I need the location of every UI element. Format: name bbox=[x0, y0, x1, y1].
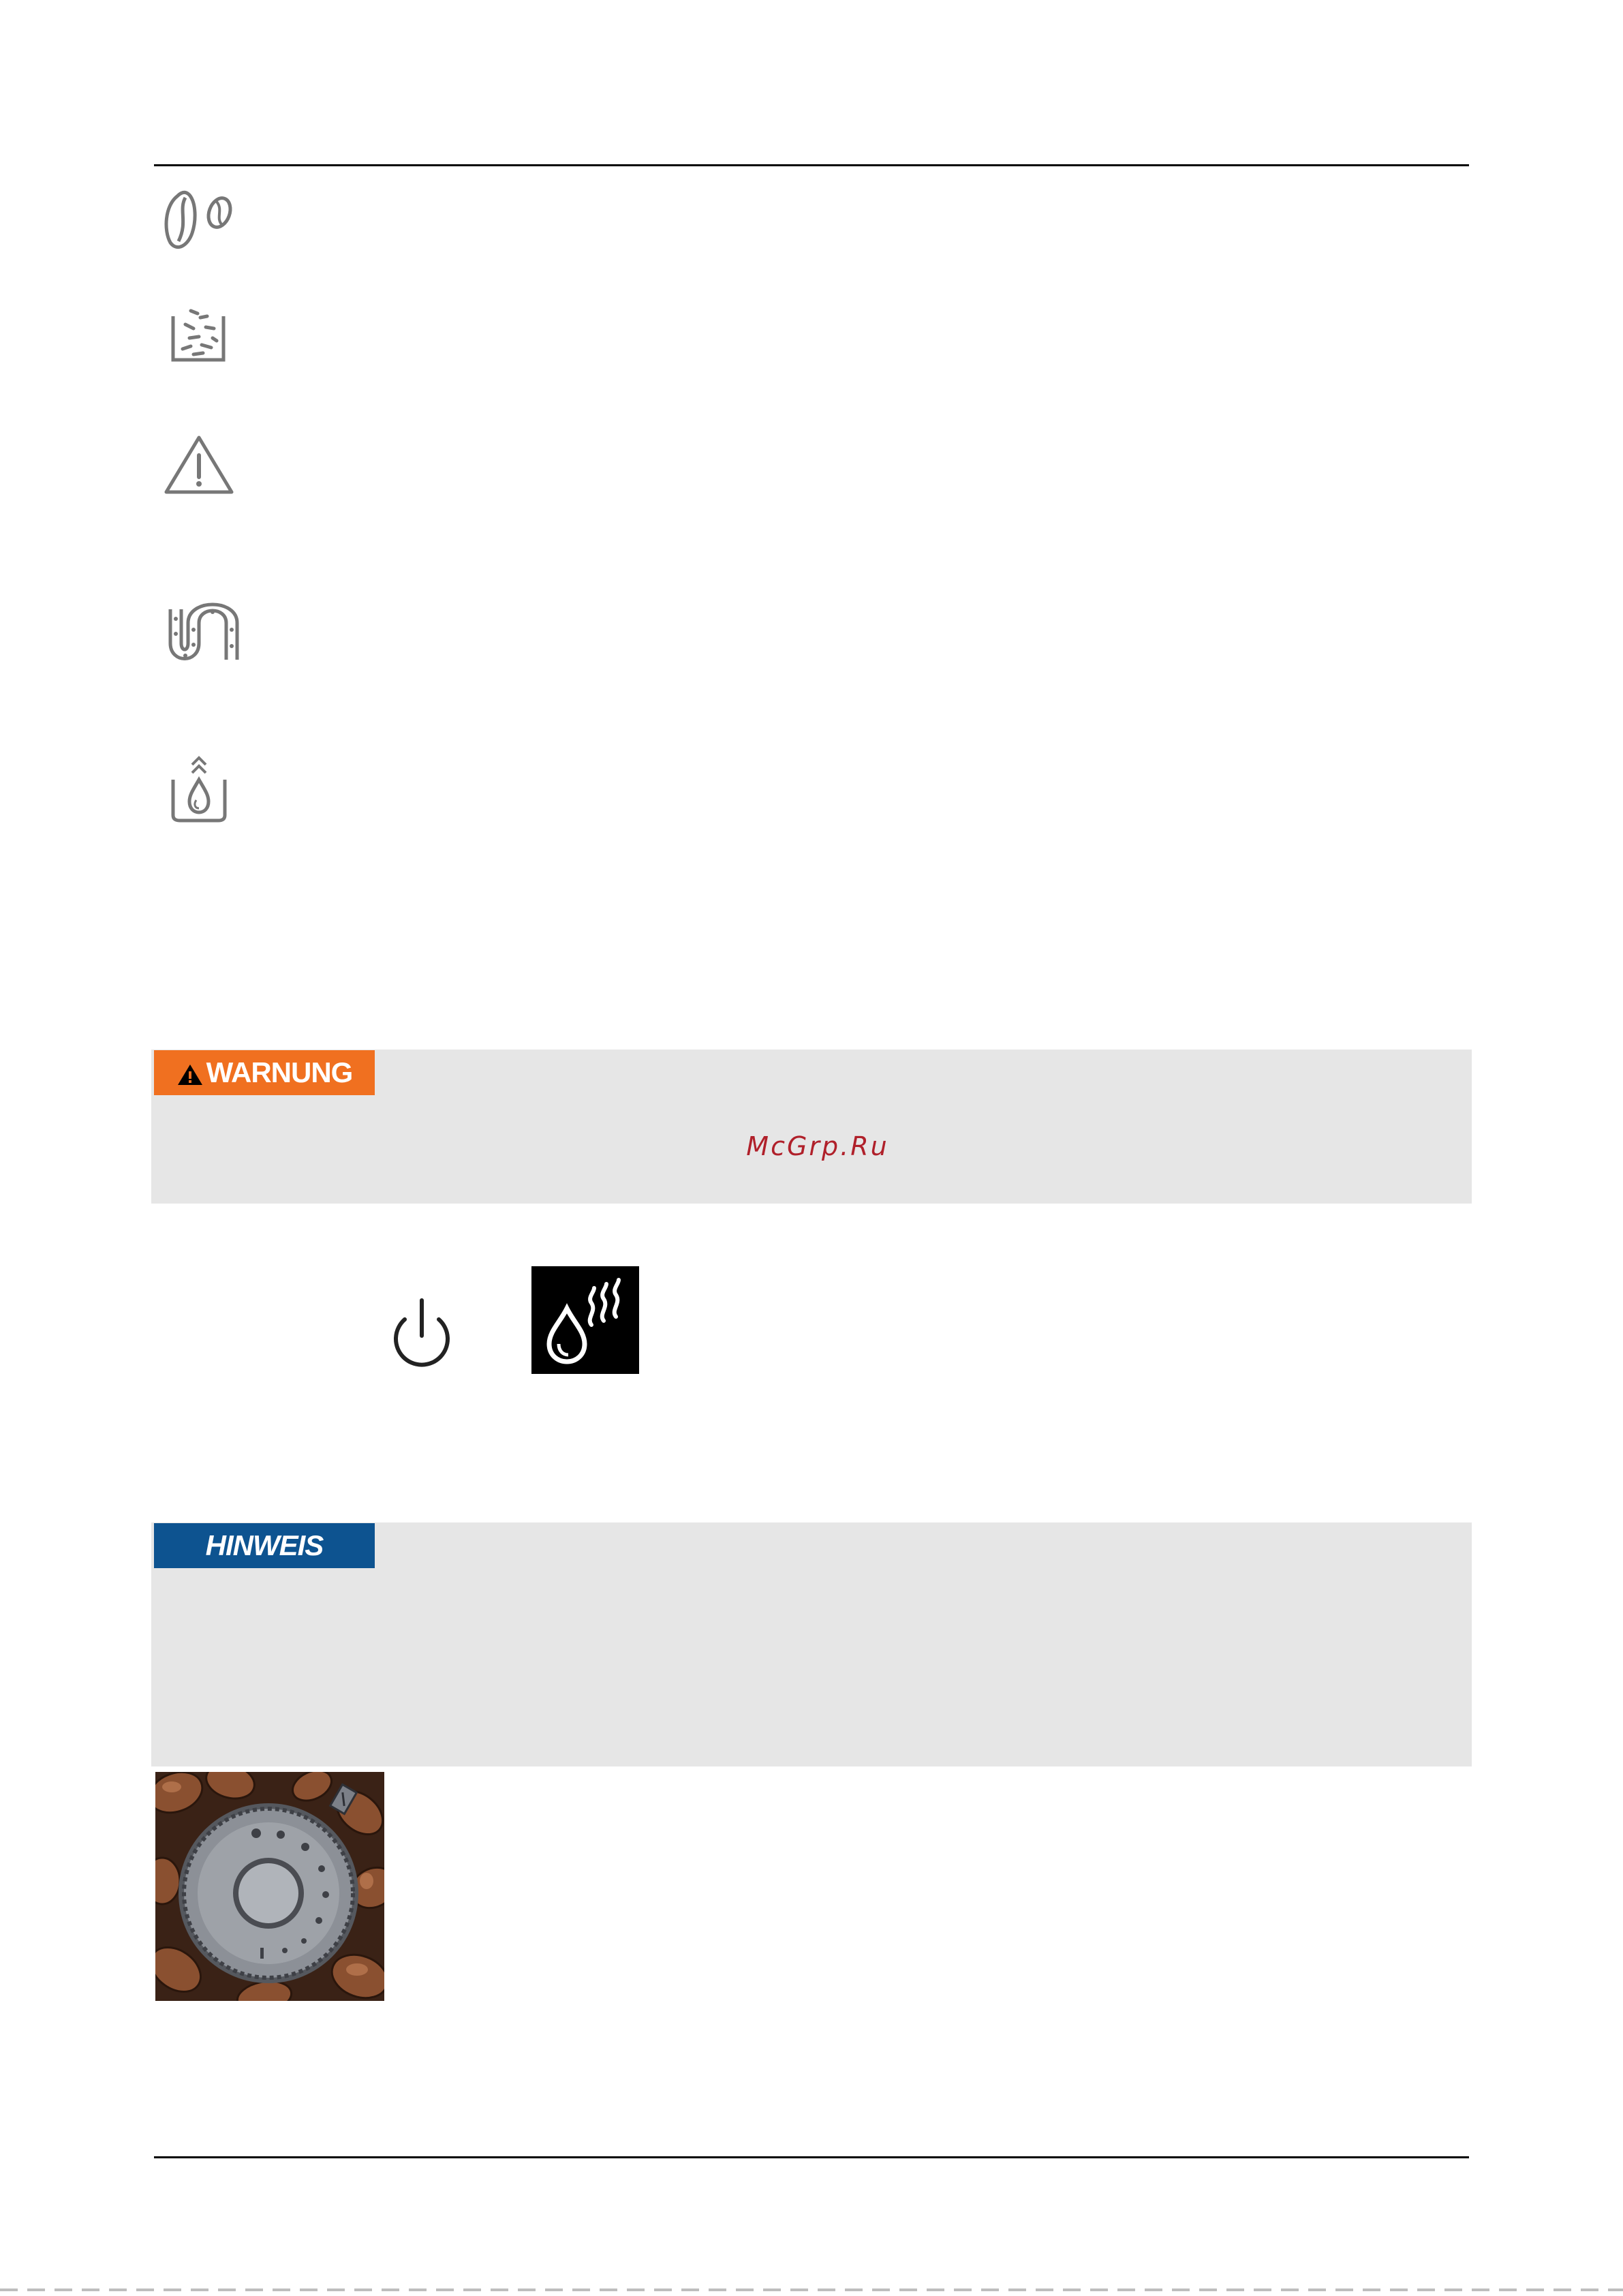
footer-rule bbox=[154, 2156, 1469, 2158]
power-icon bbox=[386, 1295, 458, 1373]
warning-label-text: WARNUNG bbox=[206, 1056, 353, 1088]
warning-sign-icon bbox=[176, 1063, 204, 1086]
warning-label bbox=[154, 1050, 375, 1095]
coffee-beans-icon bbox=[158, 183, 240, 258]
header-rule bbox=[154, 164, 1469, 166]
ground-coffee-icon bbox=[158, 297, 240, 372]
note-label: HINWEIS bbox=[154, 1523, 375, 1568]
grinder-dial-photo bbox=[155, 1772, 384, 2001]
page-edge-dashes bbox=[0, 2289, 1623, 2291]
watermark: McGrp.Ru bbox=[746, 1131, 889, 1161]
water-tank-fill-icon bbox=[158, 752, 240, 827]
steam-water-icon bbox=[531, 1266, 639, 1374]
warning-triangle-icon bbox=[158, 429, 240, 504]
descaling-pipe-icon bbox=[158, 596, 240, 671]
